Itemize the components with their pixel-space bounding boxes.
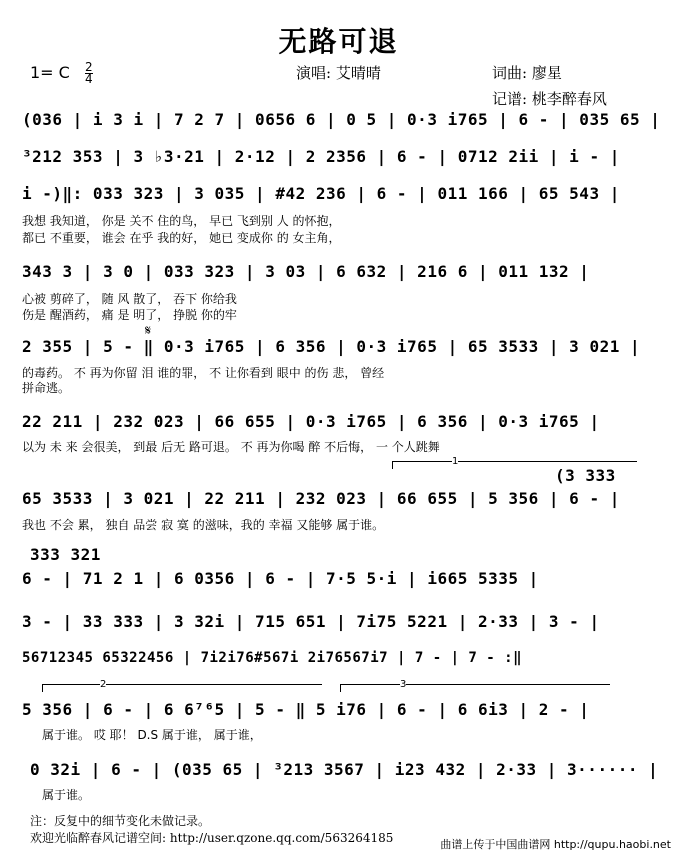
lyric-line-7: 以为 未 来 会很美， 到最 后无 路可退。 不 再为你喝 醉 不后悔， 一 个人跳舞: [22, 440, 440, 454]
footer-welcome: 欢迎光临醉春风记谱空间: http://user.qzone.qq.com/563264185: [30, 831, 394, 845]
time-top: 2: [84, 60, 93, 74]
transcriber-credit: 记谱: 桃李醉春风: [492, 90, 607, 108]
lyric-line-5: 的毒药。 不 再为你留 泪 谁的罪， 不 让你看到 眼中 的伤 悲， 曾经: [22, 366, 385, 380]
score-row-3: i -)‖: 033 323 | 3 035 | #42 236 | 6 - | 011 166 | 65 543 |: [22, 184, 620, 203]
score-row-6: 22 211 | 232 023 | 66 655 | 0·3 i765 | 6 356 | 0·3 i765 |: [22, 412, 600, 431]
row8-above-notes: 333 321: [30, 545, 101, 564]
score-row-7: 65 3533 | 3 021 | 22 211 | 232 023 | 66 655 | 5 356 | 6 - |: [22, 489, 620, 508]
volta-3-line: [340, 684, 610, 685]
lyric-line-1: 我想 我知道， 你是 关不 住的鸟， 早已 飞到别 人 的怀抱，: [22, 214, 341, 228]
volta-2-line: [42, 684, 322, 685]
footer-note: 注：反复中的细节变化未做记录。: [30, 814, 211, 828]
volta-3-tick: [340, 684, 341, 692]
score-row-9: 3 - | 33 333 | 3 32i | 715 651 | 7i75 5221 | 2·33 | 3 - |: [22, 612, 600, 631]
time-bottom: 4: [84, 72, 93, 86]
lyric-line-3: 心被 剪碎了， 随 风 散了， 吞下 你给我: [22, 292, 237, 306]
volta-2-number: 2: [100, 679, 107, 690]
segno-sign: 𝄋: [145, 323, 152, 339]
lyric-line-8: 我也 不会 累， 独自 品尝 寂 寞 的滋味，我的 幸福 又能够 属于谁。: [22, 518, 385, 532]
volta-1-number: 1: [452, 456, 459, 467]
key-signature: [30, 62, 93, 85]
lyric-line-2: 都已 不重要， 谁会 在乎 我的好， 她已 变成你 的 女主角，: [22, 231, 341, 245]
volta-2-tick: [42, 684, 43, 692]
score-row-4: 343 3 | 3 0 | 033 323 | 3 03 | 6 632 | 216 6 | 011 132 |: [22, 262, 590, 281]
song-title: 无路可退: [278, 25, 399, 58]
lyric-line-10: 属于谁。: [42, 788, 91, 802]
score-row-8: 6 - | 71 2 1 | 6 0356 | 6 - | 7·5 5·i | i665 5335 |: [22, 569, 539, 588]
lyric-line-4: 伤是 醒酒药， 痛 是 明了， 挣脱 你的牢: [22, 308, 237, 322]
volta-1-tick: [392, 461, 393, 469]
lyric-line-9: 属于谁。 哎 耶！ D.S 属于谁， 属于谁，: [42, 728, 262, 742]
time-signature: [85, 62, 93, 85]
score-row-1: (036 | i 3 i | 7 2 7 | 0656 6 | 0 5 | 0·3 i765 | 6 - | 035 65 |: [22, 110, 661, 129]
score-row-11: 5 356 | 6 - | 6 6⁷⁶5 | 5 - ‖ 5 i76 | 6 - | 6 6i3 | 2 - |: [22, 700, 590, 719]
bracket-phrase: (3 333: [555, 466, 616, 485]
key-label: 1= C: [30, 63, 70, 82]
composer-credit: 词曲: 廖星: [492, 64, 562, 82]
volta-3-number: 3: [400, 679, 407, 690]
score-row-2: ³212 353 | 3 ♭3·21 | 2·12 | 2 2356 | 6 - | 0712 2ii | i - |: [22, 147, 620, 166]
score-row-5: 2 355 | 5 - ‖ 0·3 i765 | 6 356 | 0·3 i765 | 65 3533 | 3 021 |: [22, 337, 641, 356]
site-watermark: 曲谱上传于中国曲谱网 http://qupu.haobi.net: [440, 838, 671, 851]
score-row-12: 0 32i | 6 - | (035 65 | ³213 3567 | i23 432 | 2·33 | 3······ |: [30, 760, 659, 779]
score-row-10: 56712345 65322456 | 7i2i76#567i 2i76567i7 | 7 - | 7 - :‖: [22, 650, 523, 666]
volta-1-line: [392, 461, 637, 462]
lyric-line-6: 拼命逃。: [22, 381, 71, 395]
singer-credit: 演唱: 艾晴晴: [296, 64, 381, 82]
